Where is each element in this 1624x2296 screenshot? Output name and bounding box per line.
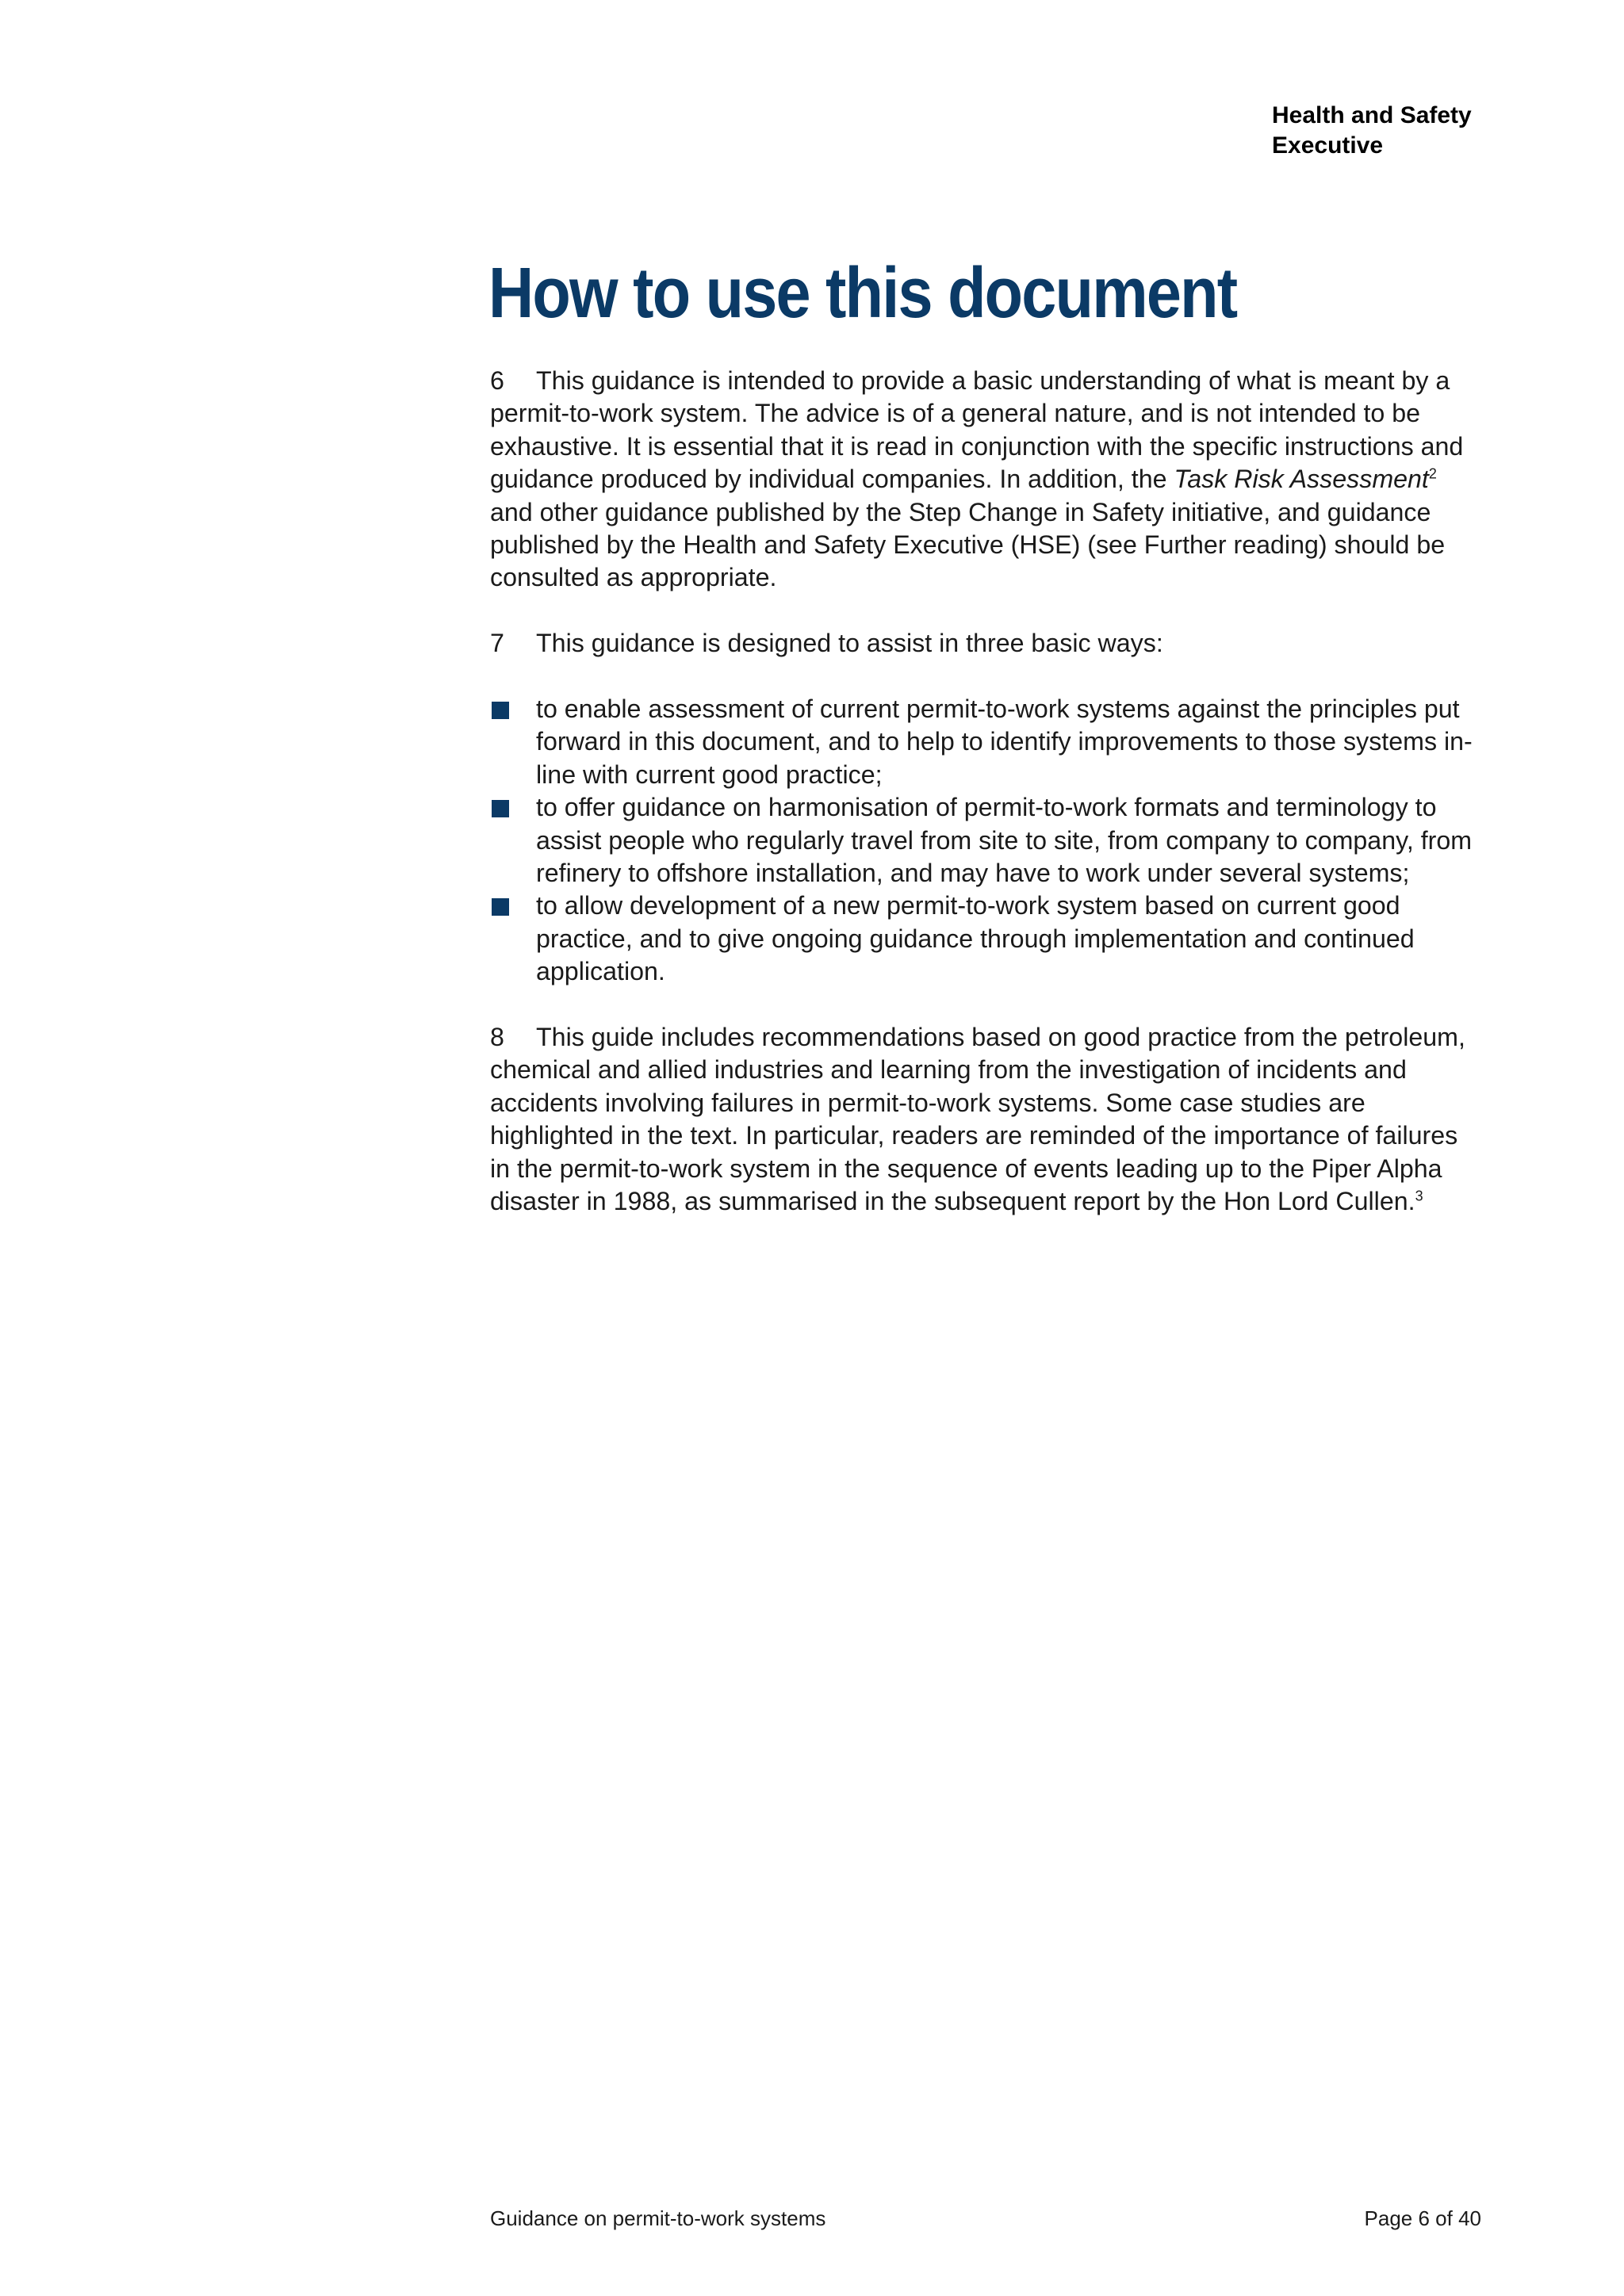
body-text [490,365,1473,1251]
organisation-name-line2: Executive [1272,132,1384,159]
paragraph-number: 8 [490,1023,504,1052]
bullet-list [490,693,1473,989]
paragraph-6 [490,365,1473,595]
square-bullet-icon [492,800,509,817]
bullet-text: to allow development of a new permit-to-work system based on current good practice, and to give ongoing guidance through implementation and continued application. [536,891,1415,986]
bullet-text: to offer guidance on harmonisation of permit-to-work formats and terminology to assist people who regularly travel from site to site, from company to company, from refinery to offshore installation, and may have to work under several systems; [536,793,1473,888]
paragraph-number: 6 [490,366,504,395]
publication-title: Task Risk Assessment [1174,465,1429,494]
paragraph-text: This guidance is intended to provide a basic understanding of what is meant by a permit-to-work system. The advice is of a general nature, and is not intended to be exhaustive. It is essential that it is read in conjunction with the specific instructions and guidance produced by individual companies. In addition, the [490,366,1464,494]
square-bullet-icon [492,898,509,916]
organisation-name-line1: Health and Safety [1272,102,1472,128]
footnote-reference: 2 [1428,465,1437,482]
bullet-item [490,890,1473,988]
organisation-name [1272,101,1472,161]
bullet-text: to enable assessment of current permit-to-work systems against the principles put forward in this document, and to help to identify improvements to those systems in-line with current good practice; [536,695,1473,789]
paragraph-text: and other guidance published by the Step Change in Safety initiative, and guidance published by the Health and Safety Executive (HSE) (see Further reading) should be consulted as appropriate. [490,497,1446,592]
page-title: How to use this document [488,254,1237,333]
square-bullet-icon [492,702,509,719]
paragraph-text: This guide includes recommendations based on good practice from the petroleum, chemical and allied industries and learning from the investigation of incidents and accidents involving failures in permit-to-work systems. Some case studies are highlighted in the text. In particular, readers are reminded of the importance of failures in the permit-to-work system in the sequence of events leading up to the Piper Alpha disaster in 1988, as summarised in the subsequent report by the Hon Lord Cullen. [490,1023,1465,1216]
paragraph-7 [490,627,1473,660]
footnote-reference: 3 [1415,1188,1423,1204]
paragraph-text: This guidance is designed to assist in three basic ways: [536,629,1163,658]
bullet-item [490,791,1473,890]
footer-page-number: Page 6 of 40 [1364,2206,1481,2230]
footer-document-title: Guidance on permit-to-work systems [490,2206,826,2230]
paragraph-number: 7 [490,629,504,658]
bullet-item [490,693,1473,791]
paragraph-8 [490,1021,1473,1218]
